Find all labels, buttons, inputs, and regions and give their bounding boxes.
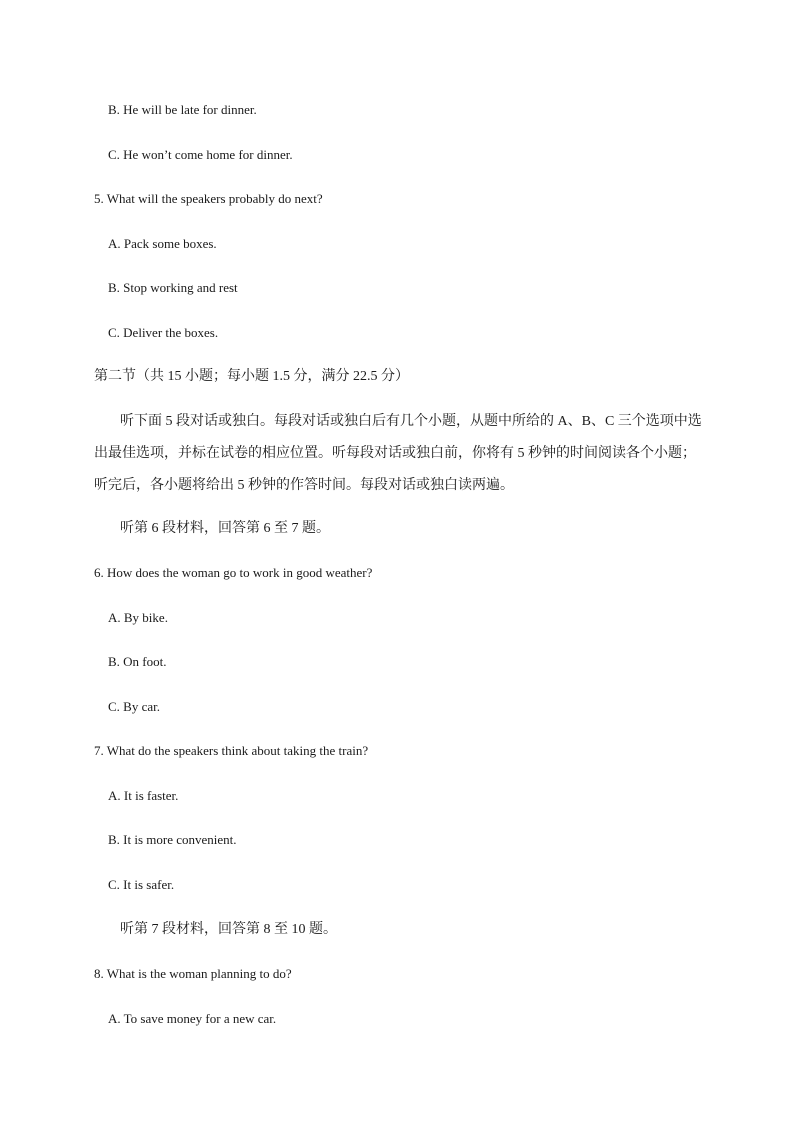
- option-7a: A. It is faster.: [108, 788, 179, 803]
- question-8: 8. What is the woman planning to do?: [94, 966, 292, 981]
- option-6a: A. By bike.: [108, 610, 168, 625]
- option-5c: C. Deliver the boxes.: [108, 325, 219, 340]
- option-5a: A. Pack some boxes.: [108, 236, 217, 251]
- option-4b: B. He will be late for dinner.: [108, 102, 257, 117]
- option-8a: A. To save money for a new car.: [108, 1011, 277, 1026]
- instructions-line-3: 听完后，各小题将给出 5 秒钟的作答时间。每段对话或独白读两遍。: [94, 478, 514, 493]
- question-7: 7. What do the speakers think about taking the train?: [94, 743, 369, 758]
- instructions-line-2: 出最佳选项，并标在试卷的相应位置。听每段对话或独白前，你将有 5 秒钟的时间阅读各个小题；: [94, 446, 696, 461]
- option-7c: C. It is safer.: [108, 877, 175, 892]
- question-5: 5. What will the speakers probably do next?: [94, 191, 323, 206]
- section-heading: 第二节（共 15 小题；每小题 1.5 分，满分 22.5 分）: [94, 369, 409, 384]
- option-7b: B. It is more convenient.: [108, 832, 237, 847]
- instructions-line-1: 听下面 5 段对话或独白。每段对话或独白后有几个小题，从题中所给的 A、B、C 三个选项中选: [120, 414, 702, 429]
- material-6-instruction: 听第 6 段材料，回答第 6 至 7 题。: [120, 521, 330, 536]
- question-6: 6. How does the woman go to work in good weather?: [94, 565, 373, 580]
- option-6c: C. By car.: [108, 699, 160, 714]
- option-4c: C. He won’t come home for dinner.: [108, 147, 293, 162]
- option-5b: B. Stop working and rest: [108, 280, 238, 295]
- option-6b: B. On foot.: [108, 654, 167, 669]
- material-7-instruction: 听第 7 段材料，回答第 8 至 10 题。: [120, 922, 337, 937]
